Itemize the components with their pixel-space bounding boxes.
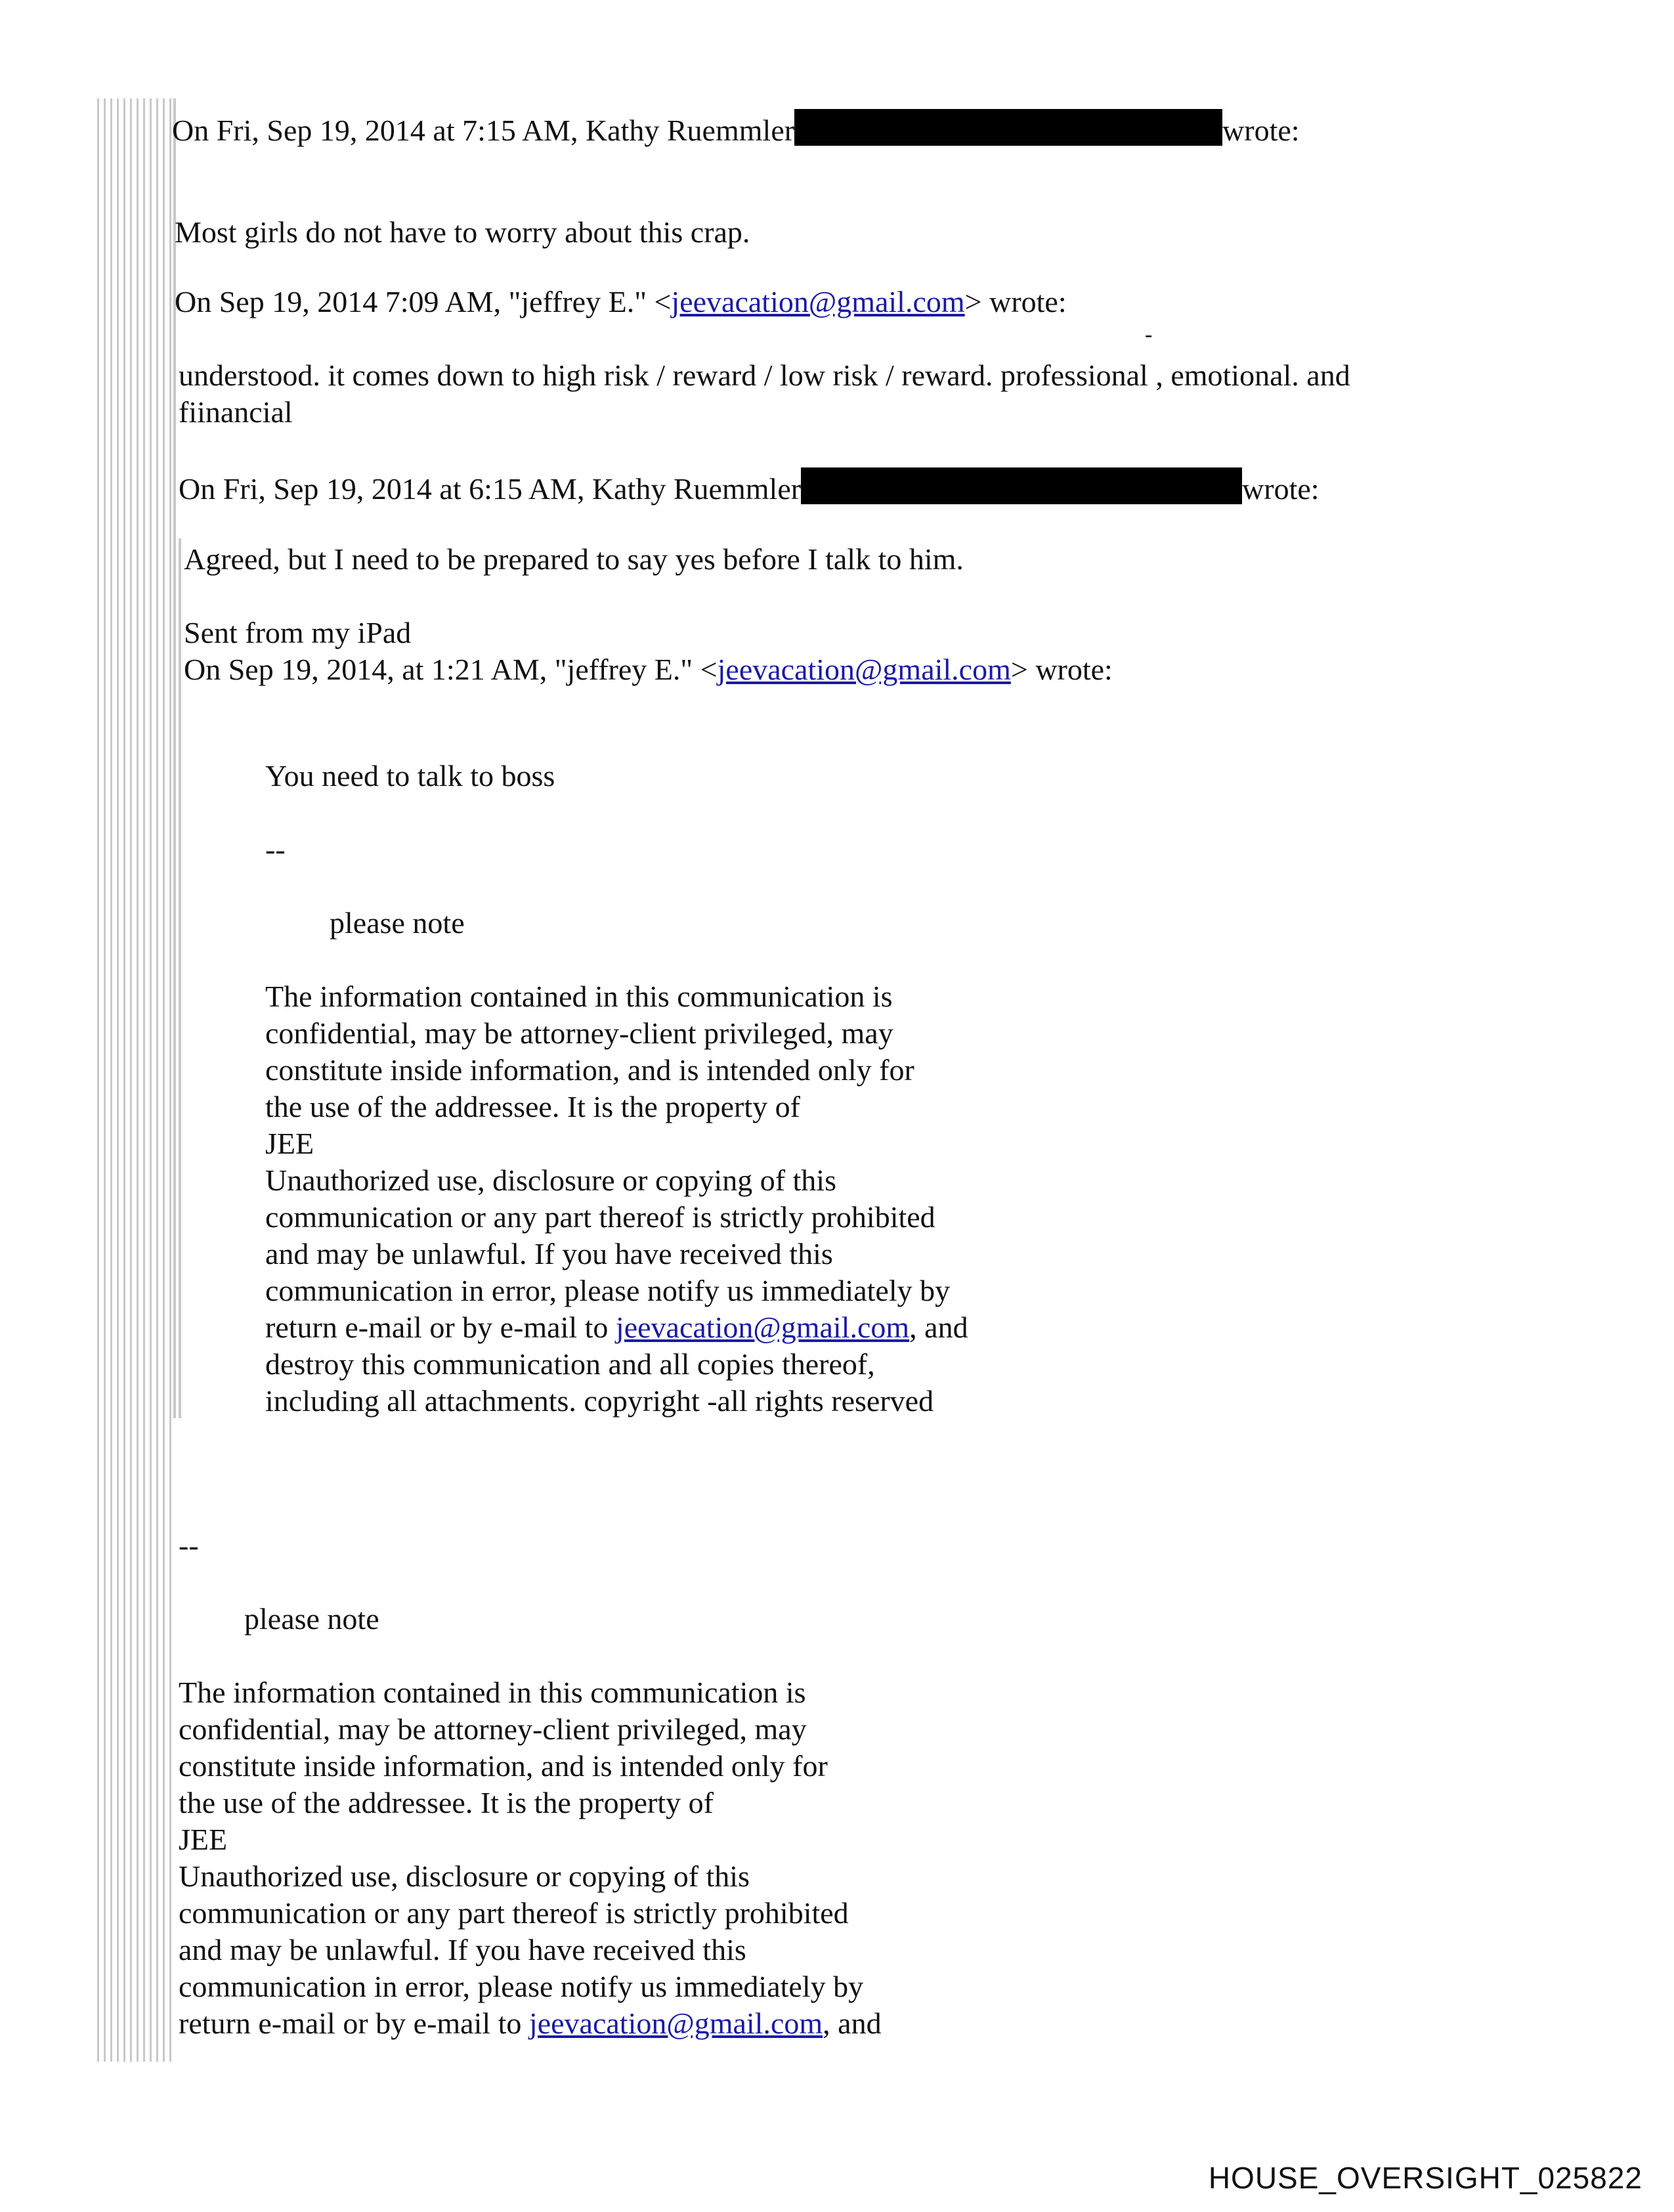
disclaimer-line-email: [179, 2005, 882, 2042]
disclaimer-line: the use of the addressee. It is the property of: [265, 1090, 800, 1123]
attribution-line-1: [172, 109, 1300, 149]
please-note-heading: please note: [244, 1602, 379, 1636]
message-body-2-line-2: fiinancial: [179, 395, 293, 429]
disclaimer-line: confidential, may be attorney-client privileged, may: [265, 1016, 893, 1050]
message-body-3: Agreed, but I need to be prepared to say yes before I talk to him.: [184, 542, 964, 576]
attribution-wrote: wrote:: [1242, 472, 1320, 506]
disclaimer-line: Unauthorized use, disclosure or copying of this: [265, 1163, 836, 1197]
disclaimer-line: the use of the addressee. It is the property of: [179, 1786, 714, 1819]
document-id: HOUSE_OVERSIGHT_025822: [1208, 2161, 1642, 2195]
disclaimer-line: communication in error, please notify us immediately by: [179, 1970, 864, 2003]
attribution-line-2: [175, 284, 1067, 320]
email-link[interactable]: jeevacation@gmail.com: [528, 2006, 823, 2040]
disclaimer-text: , and: [823, 2006, 882, 2040]
disclaimer-line: destroy this communication and all copies thereof,: [265, 1347, 875, 1381]
disclaimer-line: and may be unlawful. If you have received this: [265, 1237, 833, 1270]
message-body-2-line-1: understood. it comes down to high risk / reward / low risk / reward. professional , emotional. and: [179, 358, 1350, 392]
disclaimer-line: The information contained in this communication is: [179, 1676, 806, 1709]
attribution-wrote: wrote:: [1222, 114, 1300, 147]
attribution-line-4: [184, 651, 1113, 688]
attribution-wrote: > wrote:: [1010, 653, 1113, 686]
attribution-wrote: > wrote:: [964, 285, 1067, 318]
disclaimer-text: return e-mail or by e-mail to: [179, 2006, 529, 2040]
quote-level-bars: [97, 98, 176, 2062]
quote-level-bar-nested: [179, 538, 181, 1418]
attribution-line-3: [179, 467, 1320, 508]
please-note-heading: please note: [330, 906, 465, 940]
email-signature: Sent from my iPad: [184, 616, 412, 649]
email-link[interactable]: jeevacation@gmail.com: [717, 653, 1011, 686]
disclaimer-line: The information contained in this communication is: [265, 980, 893, 1013]
email-link[interactable]: jeevacation@gmail.com: [671, 285, 965, 318]
disclaimer-line: constitute inside information, and is intended only for: [179, 1749, 828, 1783]
signature-separator: --: [265, 833, 286, 866]
disclaimer-line: JEE: [265, 1127, 314, 1160]
disclaimer-line: communication or any part thereof is strictly prohibited: [265, 1200, 935, 1234]
disclaimer-text: return e-mail or by e-mail to: [265, 1311, 616, 1344]
attribution-text: On Fri, Sep 19, 2014 at 6:15 AM, Kathy Ruemmler: [179, 472, 802, 506]
disclaimer-line: JEE: [179, 1823, 228, 1856]
disclaimer-line: including all attachments. copyright -all rights reserved: [265, 1384, 934, 1418]
disclaimer-line: confidential, may be attorney-client privileged, may: [179, 1712, 807, 1746]
message-body-1: Most girls do not have to worry about this crap.: [175, 215, 750, 249]
attribution-text: On Sep 19, 2014 7:09 AM, "jeffrey E." <: [175, 285, 672, 318]
email-link[interactable]: jeevacation@gmail.com: [615, 1311, 910, 1344]
disclaimer-line: Unauthorized use, disclosure or copying of this: [179, 1859, 750, 1893]
attribution-text: On Fri, Sep 19, 2014 at 7:15 AM, Kathy Ruemmler: [172, 114, 795, 147]
disclaimer-line: and may be unlawful. If you have received this: [179, 1933, 746, 1966]
disclaimer-line: constitute inside information, and is intended only for: [265, 1053, 914, 1087]
disclaimer-text: , and: [909, 1311, 968, 1344]
disclaimer-line: communication in error, please notify us immediately by: [265, 1274, 951, 1307]
stray-dash: -: [1145, 322, 1153, 347]
redaction-block: [801, 467, 1242, 504]
message-body-4: You need to talk to boss: [265, 759, 555, 792]
attribution-text: On Sep 19, 2014, at 1:21 AM, "jeffrey E." <: [184, 653, 718, 686]
disclaimer-line-email: [265, 1309, 968, 1346]
signature-separator: --: [179, 1529, 199, 1562]
disclaimer-line: communication or any part thereof is strictly prohibited: [179, 1896, 849, 1930]
redaction-block: [794, 109, 1222, 146]
